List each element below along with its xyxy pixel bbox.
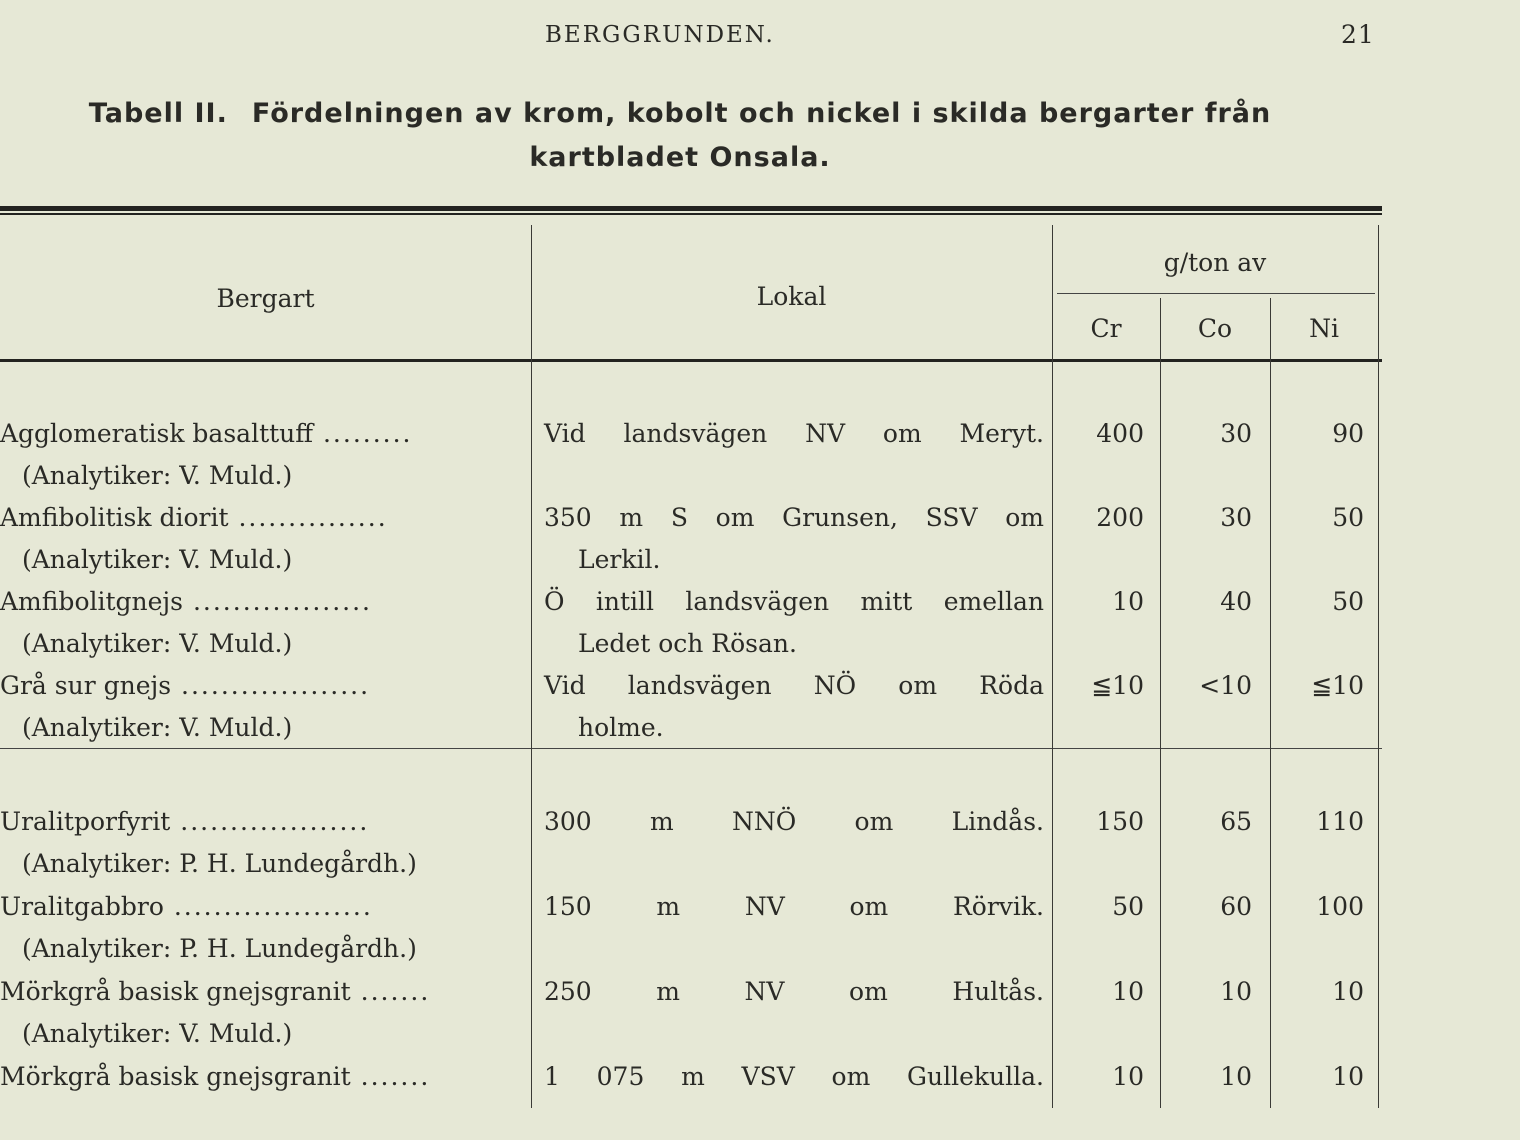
bergart-name: Mörkgrå basisk gnejsgranit: [0, 977, 351, 1006]
leader-dots: .......: [350, 1062, 431, 1091]
page-number: 21: [1341, 20, 1375, 49]
cell-ni: 50: [1332, 587, 1364, 616]
cell-cr: ≦10: [1091, 671, 1144, 700]
cell-lokal: [544, 971, 1044, 1013]
analyst-note: (Analytiker: V. Muld.): [22, 713, 293, 742]
table-title-label: Tabell II.: [88, 98, 228, 129]
table-row: [0, 581, 1382, 665]
cell-ni: ≦10: [1311, 671, 1364, 700]
header-group: g/ton av: [1163, 248, 1267, 277]
cell-co: 10: [1220, 977, 1252, 1006]
bergart-name: Amfibolitgnejs: [0, 587, 184, 616]
cell-lokal: [544, 801, 1044, 843]
cell-co: 65: [1220, 807, 1252, 836]
lokal-line-2: Lerkil.: [578, 545, 661, 574]
leader-dots: ...................: [170, 807, 370, 836]
table-row: [0, 413, 1382, 497]
bergart-name: Uralitgabbro: [0, 892, 164, 921]
cell-co: 40: [1220, 587, 1252, 616]
table-row: [0, 665, 1382, 749]
leader-dots: .......: [350, 977, 431, 1006]
running-header: BERGGRUNDEN.: [545, 22, 775, 48]
cell-bergart: [0, 1056, 523, 1098]
cell-co: 60: [1220, 892, 1252, 921]
cell-co: 10: [1220, 1062, 1252, 1091]
lokal-line-1: Vid landsvägen NÖ om Röda: [544, 671, 1044, 700]
cell-bergart: [0, 497, 523, 581]
cell-lokal: [544, 1056, 1044, 1098]
header-ni: Ni: [1309, 314, 1339, 343]
header-cr: Cr: [1090, 314, 1122, 343]
analyst-note: (Analytiker: V. Muld.): [22, 545, 293, 574]
leader-dots: ...............: [228, 503, 388, 532]
table-title-text: Fördelningen av krom, kobolt och nickel i skilda bergarter från kartbladet Onsala.: [251, 98, 1272, 173]
bergart-name: Uralitporfyrit: [0, 807, 171, 836]
lokal-line-2: holme.: [578, 713, 664, 742]
leader-dots: ...................: [171, 671, 371, 700]
analyst-note: (Analytiker: V. Muld.): [22, 629, 293, 658]
cell-cr: 400: [1096, 419, 1144, 448]
cell-ni: 50: [1332, 503, 1364, 532]
analyst-note: (Analytiker: V. Muld.): [22, 1019, 293, 1048]
cell-lokal: [544, 497, 1044, 581]
lokal-line-1: 1 075 m VSV om Gullekulla.: [544, 1062, 1044, 1091]
cell-cr: 10: [1112, 977, 1144, 1006]
header-co: Co: [1197, 314, 1233, 343]
table-top-rule-2: [0, 213, 1382, 215]
bergart-name: Mörkgrå basisk gnejsgranit: [0, 1062, 351, 1091]
cell-bergart: [0, 581, 523, 665]
leader-dots: ..................: [183, 587, 373, 616]
group-header-rule: [1057, 293, 1375, 294]
cell-lokal: [544, 665, 1044, 749]
lokal-line-1: 150 m NV om Rörvik.: [544, 892, 1044, 921]
lokal-line-2: Ledet och Rösan.: [578, 629, 797, 658]
leader-dots: ....................: [163, 892, 373, 921]
bergart-name: Amfibolitisk diorit: [0, 503, 229, 532]
cell-bergart: [0, 886, 523, 970]
cell-cr: 10: [1112, 1062, 1144, 1091]
cell-bergart: [0, 413, 523, 497]
cell-co: 30: [1220, 503, 1252, 532]
cell-ni: 100: [1316, 892, 1364, 921]
cell-bergart: [0, 971, 523, 1055]
cell-bergart: [0, 801, 523, 885]
table-row: [0, 971, 1382, 1055]
cell-lokal: [544, 581, 1044, 665]
analyst-note: (Analytiker: P. H. Lundegårdh.): [22, 934, 417, 963]
leader-dots: .........: [313, 419, 413, 448]
cell-ni: 110: [1316, 807, 1364, 836]
lokal-line-1: Ö intill landsvägen mitt emellan: [544, 587, 1044, 616]
bergart-name: Grå sur gnejs: [0, 671, 172, 700]
cell-lokal: [544, 886, 1044, 928]
table-top-rule: [0, 206, 1382, 211]
lokal-line-1: 350 m S om Grunsen, SSV om: [544, 503, 1044, 532]
bergart-name: Agglomeratisk basalttuff: [0, 419, 314, 448]
analyst-note: (Analytiker: V. Muld.): [22, 461, 293, 490]
lokal-line-1: 250 m NV om Hultås.: [544, 977, 1044, 1006]
table-row: [0, 497, 1382, 581]
cell-ni: 90: [1332, 419, 1364, 448]
lokal-line-1: 300 m NNÖ om Lindås.: [544, 807, 1044, 836]
cell-cr: 10: [1112, 587, 1144, 616]
analyst-note: (Analytiker: P. H. Lundegårdh.): [22, 849, 417, 878]
cell-bergart: [0, 665, 523, 749]
cell-cr: 200: [1096, 503, 1144, 532]
lokal-line-1: Vid landsvägen NV om Meryt.: [544, 419, 1044, 448]
table-row: [0, 1056, 1382, 1140]
cell-lokal: [544, 413, 1044, 455]
cell-ni: 10: [1332, 1062, 1364, 1091]
table-row: [0, 886, 1382, 970]
table-title: [0, 92, 1360, 180]
cell-cr: 150: [1096, 807, 1144, 836]
cell-cr: 50: [1112, 892, 1144, 921]
header-bergart: Bergart: [216, 284, 315, 313]
cell-ni: 10: [1332, 977, 1364, 1006]
cell-co: <10: [1199, 671, 1252, 700]
header-lokal: Lokal: [756, 282, 827, 311]
table-row: [0, 801, 1382, 885]
header-bottom-rule: [0, 359, 1382, 362]
cell-co: 30: [1220, 419, 1252, 448]
